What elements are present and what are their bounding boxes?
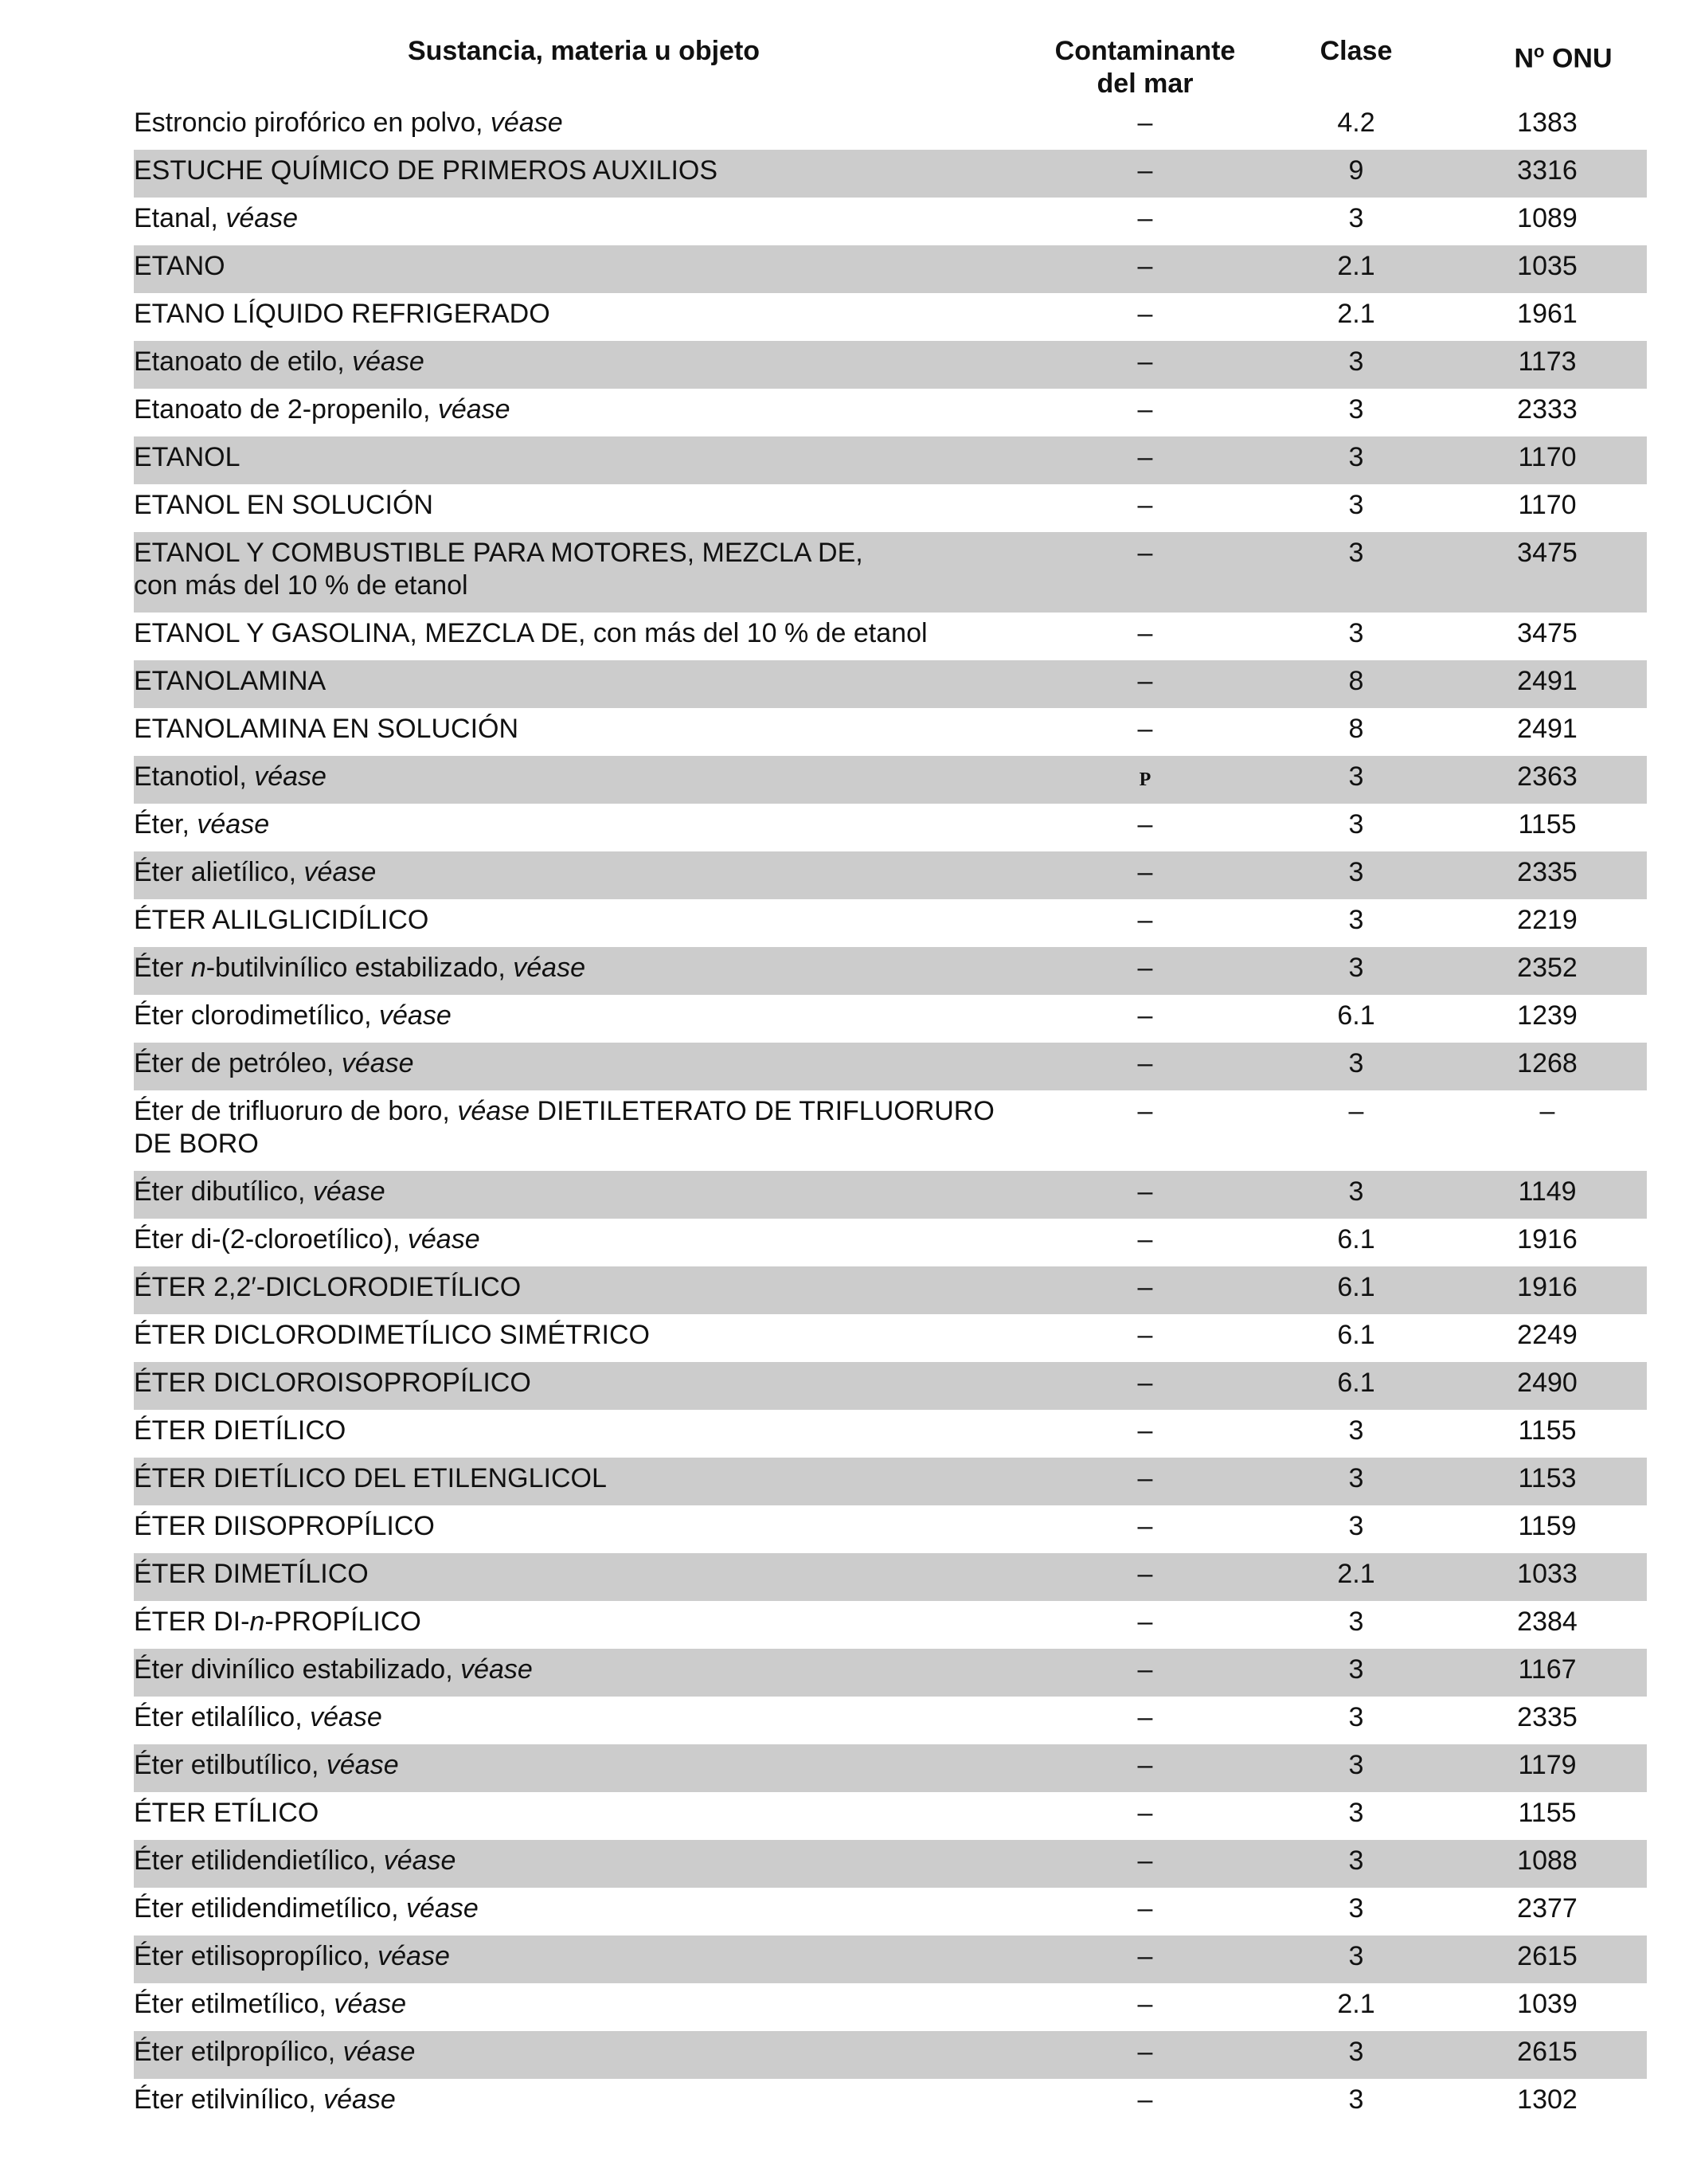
marine-pollutant-cell: – (1137, 1272, 1153, 1302)
class-cell: 8 (1348, 666, 1364, 696)
substance-text: Éter de petróleo, (134, 1048, 342, 1078)
substance-cell (134, 389, 1026, 426)
un-number-cell: 1149 (1518, 1176, 1577, 1207)
table-row (134, 804, 1647, 851)
substance-italic-text: véase (406, 1893, 479, 1924)
un-number-cell: 1302 (1517, 2084, 1578, 2115)
un-number-cell: 2384 (1517, 1607, 1578, 1637)
table-row (134, 389, 1647, 436)
substance-italic-text: véase (326, 1750, 399, 1780)
substance-italic-text: véase (513, 953, 585, 983)
un-number-cell: 1170 (1518, 490, 1577, 520)
substance-text: Éter, (134, 809, 197, 840)
class-cell: 3 (1348, 953, 1364, 983)
un-number-cell: 1179 (1518, 1750, 1577, 1780)
substance-text: DE BORO (134, 1129, 259, 1159)
substance-cell (134, 1649, 1026, 1686)
substance-text: Éter alietílico, (134, 857, 304, 887)
substance-text: Éter de trifluoruro de boro, (134, 1096, 458, 1126)
substance-text: Etanotiol, (134, 761, 255, 792)
marine-pollutant-cell: – (1137, 1941, 1153, 1971)
substance-text: ÉTER DIMETÍLICO (134, 1559, 369, 1589)
table-row (134, 995, 1647, 1043)
substance-cell (134, 613, 1026, 650)
table-row (134, 2079, 1647, 2127)
class-cell: 3 (1348, 1607, 1364, 1637)
un-number-cell: 2219 (1517, 905, 1578, 935)
marine-pollutant-mark: P (1139, 769, 1151, 790)
substance-cell (134, 660, 1026, 698)
marine-pollutant-cell: – (1137, 1559, 1153, 1589)
substance-cell (134, 1792, 1026, 1830)
substance-text: ETANO LÍQUIDO REFRIGERADO (134, 299, 550, 329)
substance-italic-text: véase (334, 1989, 407, 2019)
table-row (134, 1888, 1647, 1935)
substance-cell (134, 484, 1026, 522)
table-row (134, 1983, 1647, 2031)
substance-text: -butilvinílico estabilizado, (205, 953, 514, 983)
substance-text: Éter di-(2-cloroetílico), (134, 1224, 408, 1254)
substance-italic-text: véase (342, 2037, 416, 2067)
table-row (134, 1171, 1647, 1219)
un-number-cell: 2377 (1517, 1893, 1578, 1924)
substance-cell (134, 947, 1026, 984)
table-row (134, 947, 1647, 995)
table-row (134, 1043, 1647, 1090)
class-cell: 6.1 (1337, 1272, 1375, 1302)
substance-text: Éter etilvinílico, (134, 2084, 324, 2115)
substance-italic-text: véase (490, 108, 563, 138)
marine-pollutant-cell: – (1137, 2084, 1153, 2115)
un-number-cell: – (1539, 1096, 1555, 1126)
un-number-cell: 1173 (1518, 346, 1577, 377)
table-row (134, 1601, 1647, 1649)
class-cell: 3 (1348, 1654, 1364, 1685)
table-row (134, 1792, 1647, 1840)
table-header (134, 35, 1647, 102)
substance-italic-text: véase (383, 1845, 456, 1876)
marine-pollutant-cell: – (1137, 1607, 1153, 1637)
substance-italic-text: véase (379, 1000, 452, 1031)
substance-text: Éter clorodimetílico, (134, 1000, 379, 1031)
substance-text: ÉTER DI- (134, 1607, 250, 1637)
un-number-cell: 2490 (1517, 1368, 1578, 1398)
substance-text: Éter etilalílico, (134, 1702, 311, 1732)
class-cell: – (1348, 1096, 1364, 1126)
table-row (134, 293, 1647, 341)
substance-text: ÉTER DIETÍLICO (134, 1415, 346, 1446)
class-cell: 3 (1348, 905, 1364, 935)
un-number-cell: 1033 (1517, 1559, 1578, 1589)
class-cell: 2.1 (1337, 251, 1375, 281)
substance-cell (134, 1935, 1026, 1973)
table-row (134, 1553, 1647, 1601)
table-row (134, 102, 1647, 150)
substance-cell (134, 1314, 1026, 1352)
substance-text: ÉTER ALILGLICIDÍLICO (134, 905, 429, 935)
substance-text: Etanoato de 2-propenilo, (134, 394, 438, 425)
table-row (134, 436, 1647, 484)
marine-pollutant-cell: – (1137, 203, 1153, 233)
table-row (134, 851, 1647, 899)
substance-text: ÉTER DIETÍLICO DEL ETILENGLICOL (134, 1463, 607, 1493)
substance-text: Éter (134, 953, 191, 983)
substance-cell (134, 899, 1026, 937)
class-cell: 3 (1348, 394, 1364, 425)
un-number-cell: 1383 (1517, 108, 1578, 138)
class-cell: 3 (1348, 1511, 1364, 1541)
un-number-cell: 1089 (1517, 203, 1578, 233)
class-cell: 4.2 (1337, 108, 1375, 138)
substance-italic-text: véase (460, 1654, 533, 1685)
substance-text: ETANOLAMINA (134, 666, 326, 696)
class-cell: 3 (1348, 1176, 1364, 1207)
table-row (134, 756, 1647, 804)
table-row (134, 484, 1647, 532)
un-number-cell: 3475 (1517, 618, 1578, 648)
class-cell: 3 (1348, 1845, 1364, 1876)
substance-cell (134, 1744, 1026, 1782)
table-body (134, 102, 1647, 2127)
header-marine-pollutant-line1: Contaminante (1054, 36, 1236, 66)
substance-text: Éter dibutílico, (134, 1176, 313, 1207)
class-cell: 3 (1348, 2037, 1364, 2067)
substance-text: con más del 10 % de etanol (134, 570, 468, 601)
class-cell: 6.1 (1337, 1320, 1375, 1350)
marine-pollutant-cell: – (1137, 1368, 1153, 1398)
table-row (134, 1840, 1647, 1888)
table-row (134, 613, 1647, 660)
substance-cell (134, 1090, 1026, 1160)
substance-text: Éter etilidendietílico, (134, 1845, 384, 1876)
marine-pollutant-cell: – (1137, 1511, 1153, 1541)
substance-cell (134, 1983, 1026, 2021)
un-number-cell: 2615 (1517, 2037, 1578, 2067)
marine-pollutant-cell: – (1137, 857, 1153, 887)
class-cell: 2.1 (1337, 1559, 1375, 1589)
table-row (134, 1458, 1647, 1505)
substance-italic-text: véase (341, 1048, 414, 1078)
substance-text: DIETILETERATO DE TRIFLUORURO (530, 1096, 995, 1126)
un-number-cell: 1039 (1517, 1989, 1578, 2019)
class-cell: 2.1 (1337, 1989, 1375, 2019)
marine-pollutant-cell: – (1137, 1463, 1153, 1493)
substance-cell (134, 1410, 1026, 1447)
table-row (134, 2031, 1647, 2079)
substance-text: ESTUCHE QUÍMICO DE PRIMEROS AUXILIOS (134, 155, 718, 186)
table-row (134, 899, 1647, 947)
class-cell: 8 (1348, 714, 1364, 744)
un-number-cell: 2491 (1517, 714, 1578, 744)
class-cell: 3 (1348, 1941, 1364, 1971)
substance-cell (134, 995, 1026, 1032)
un-number-cell: 2249 (1517, 1320, 1578, 1350)
marine-pollutant-cell: – (1137, 442, 1153, 472)
substance-text: Éter etilpropílico, (134, 2037, 343, 2067)
substance-text: ETANOLAMINA EN SOLUCIÓN (134, 714, 519, 744)
substance-cell (134, 708, 1026, 746)
substance-text: ETANO (134, 251, 225, 281)
substance-cell (134, 1171, 1026, 1208)
substance-cell (134, 2031, 1026, 2069)
header-class: Clase (1320, 36, 1393, 66)
class-cell: 3 (1348, 1048, 1364, 1078)
table-row (134, 1649, 1647, 1697)
marine-pollutant-cell: – (1137, 1702, 1153, 1732)
un-number-cell: 1155 (1518, 1415, 1577, 1446)
header-substance: Sustancia, materia u objeto (407, 36, 760, 66)
marine-pollutant-cell: – (1137, 905, 1153, 935)
substance-text: ETANOL Y GASOLINA, MEZCLA DE, con más del 10 % de etanol (134, 618, 928, 648)
substance-text: Etanoato de etilo, (134, 346, 353, 377)
substance-cell (134, 1458, 1026, 1495)
substance-cell (134, 756, 1026, 793)
substance-italic-text: n (190, 953, 206, 983)
substance-text: Éter etilidendimetílico, (134, 1893, 407, 1924)
substance-italic-text: véase (303, 857, 377, 887)
un-number-cell: 1159 (1518, 1511, 1577, 1541)
marine-pollutant-cell: – (1137, 953, 1153, 983)
substance-cell (134, 245, 1026, 283)
class-cell: 3 (1348, 857, 1364, 887)
substance-cell (134, 1840, 1026, 1877)
un-number-cell: 1153 (1518, 1463, 1577, 1493)
table-row (134, 1410, 1647, 1458)
un-number-cell: 2352 (1517, 953, 1578, 983)
marine-pollutant-cell: – (1137, 346, 1153, 377)
table-row (134, 245, 1647, 293)
substance-text: ETANOL Y COMBUSTIBLE PARA MOTORES, MEZCLA DE, (134, 538, 863, 568)
un-number-cell: 3475 (1517, 538, 1578, 568)
substance-italic-text: véase (254, 761, 326, 792)
substance-cell (134, 150, 1026, 187)
header-marine-pollutant-line2: del mar (1097, 68, 1194, 99)
class-cell: 3 (1348, 490, 1364, 520)
marine-pollutant-cell: – (1137, 1798, 1153, 1828)
un-number-cell: 1155 (1518, 1798, 1577, 1828)
un-number-cell: 1239 (1517, 1000, 1578, 1031)
class-cell: 3 (1348, 1463, 1364, 1493)
substance-cell (134, 1553, 1026, 1591)
table-row (134, 1362, 1647, 1410)
marine-pollutant-cell: – (1137, 1320, 1153, 1350)
un-number-cell: 1268 (1517, 1048, 1578, 1078)
marine-pollutant-cell: – (1137, 490, 1153, 520)
header-un-number (1472, 35, 1655, 75)
class-cell: 3 (1348, 1702, 1364, 1732)
substance-text: Éter etilisopropílico, (134, 1941, 378, 1971)
marine-pollutant-cell: – (1137, 1000, 1153, 1031)
marine-pollutant-cell: – (1137, 1415, 1153, 1446)
un-number-cell: 1916 (1517, 1224, 1578, 1254)
marine-pollutant-cell: – (1137, 809, 1153, 840)
substance-italic-text: véase (437, 394, 510, 425)
substance-italic-text: véase (225, 203, 299, 233)
header-marine-pollutant (1026, 35, 1265, 100)
substance-cell (134, 1697, 1026, 1734)
marine-pollutant-cell: – (1137, 666, 1153, 696)
class-cell: 3 (1348, 346, 1364, 377)
substance-italic-text: véase (312, 1176, 385, 1207)
un-number-cell: 1170 (1518, 442, 1577, 472)
substance-cell (134, 1888, 1026, 1925)
class-cell: 3 (1348, 1750, 1364, 1780)
class-cell: 6.1 (1337, 1368, 1375, 1398)
table-row (134, 1090, 1647, 1171)
marine-pollutant-cell: – (1137, 155, 1153, 186)
class-cell: 2.1 (1337, 299, 1375, 329)
marine-pollutant-cell: – (1137, 1893, 1153, 1924)
substance-text: Éter etilbutílico, (134, 1750, 326, 1780)
marine-pollutant-cell: – (1137, 1750, 1153, 1780)
marine-pollutant-cell: – (1137, 1845, 1153, 1876)
header-un-prefix: N (1514, 43, 1535, 74)
marine-pollutant-cell: – (1137, 1989, 1153, 2019)
table-row (134, 1266, 1647, 1314)
marine-pollutant-cell: – (1137, 1048, 1153, 1078)
un-number-cell: 2335 (1517, 1702, 1578, 1732)
table-row (134, 1505, 1647, 1553)
marine-pollutant-cell: – (1137, 538, 1153, 568)
class-cell: 3 (1348, 203, 1364, 233)
table-row (134, 1314, 1647, 1362)
substance-italic-text: n (249, 1607, 265, 1637)
un-number-cell: 1916 (1517, 1272, 1578, 1302)
substance-cell (134, 851, 1026, 889)
substance-italic-text: véase (310, 1702, 382, 1732)
substance-text: ÉTER DIISOPROPÍLICO (134, 1511, 435, 1541)
un-number-cell: 1155 (1518, 809, 1577, 840)
substance-italic-text: véase (407, 1224, 480, 1254)
substance-text: ETANOL (134, 442, 240, 472)
un-number-cell: 2491 (1517, 666, 1578, 696)
class-cell: 3 (1348, 2084, 1364, 2115)
substance-italic-text: véase (457, 1096, 530, 1126)
marine-pollutant-cell (1026, 756, 1265, 796)
class-cell: 3 (1348, 761, 1364, 792)
class-cell: 3 (1348, 618, 1364, 648)
marine-pollutant-cell: – (1137, 714, 1153, 744)
table-row (134, 1219, 1647, 1266)
substance-italic-text: véase (377, 1941, 450, 1971)
un-number-cell: 1167 (1518, 1654, 1577, 1685)
table-row (134, 341, 1647, 389)
marine-pollutant-cell: – (1137, 2037, 1153, 2067)
substance-cell (134, 1601, 1026, 1638)
substance-text: Estroncio pirofórico en polvo, (134, 108, 491, 138)
substance-text: Éter etilmetílico, (134, 1989, 334, 2019)
table-row (134, 660, 1647, 708)
header-un-sup: o (1534, 41, 1545, 61)
substance-cell (134, 2079, 1026, 2116)
table-row (134, 1935, 1647, 1983)
marine-pollutant-cell: – (1137, 1224, 1153, 1254)
class-cell: 3 (1348, 1415, 1364, 1446)
table-row (134, 1744, 1647, 1792)
table-row (134, 1697, 1647, 1744)
substance-cell (134, 804, 1026, 841)
substance-text: -PROPÍLICO (264, 1607, 421, 1637)
substance-cell (134, 1266, 1026, 1304)
substance-text: ÉTER DICLOROISOPROPÍLICO (134, 1368, 531, 1398)
un-number-cell: 2335 (1517, 857, 1578, 887)
un-number-cell: 3316 (1517, 155, 1578, 186)
class-cell: 9 (1348, 155, 1364, 186)
class-cell: 3 (1348, 1893, 1364, 1924)
substance-italic-text: véase (197, 809, 270, 840)
un-number-cell: 1035 (1517, 251, 1578, 281)
substance-cell (134, 532, 1026, 602)
marine-pollutant-cell: – (1137, 1176, 1153, 1207)
table-row (134, 198, 1647, 245)
substance-cell (134, 198, 1026, 235)
un-number-cell: 2363 (1517, 761, 1578, 792)
substance-cell (134, 1505, 1026, 1543)
substance-italic-text: véase (323, 2084, 396, 2115)
substance-text: ÉTER ETÍLICO (134, 1798, 319, 1828)
substance-cell (134, 1043, 1026, 1080)
class-cell: 3 (1348, 538, 1364, 568)
substance-cell (134, 1219, 1026, 1256)
un-number-cell: 2615 (1517, 1941, 1578, 1971)
marine-pollutant-cell: – (1137, 1096, 1153, 1126)
substance-text: ÉTER 2,2′-DICLORODIETÍLICO (134, 1272, 522, 1302)
marine-pollutant-cell: – (1137, 618, 1153, 648)
header-un-suffix: ONU (1544, 43, 1613, 74)
class-cell: 6.1 (1337, 1000, 1375, 1031)
substance-cell (134, 341, 1026, 378)
marine-pollutant-cell: – (1137, 251, 1153, 281)
substance-text: Etanal, (134, 203, 226, 233)
table-row (134, 150, 1647, 198)
marine-pollutant-cell: – (1137, 299, 1153, 329)
substance-text: Éter divinílico estabilizado, (134, 1654, 461, 1685)
class-cell: 3 (1348, 1798, 1364, 1828)
substance-cell (134, 102, 1026, 139)
class-cell: 3 (1348, 442, 1364, 472)
un-number-cell: 1961 (1517, 299, 1578, 329)
table-row (134, 708, 1647, 756)
substance-italic-text: véase (352, 346, 424, 377)
marine-pollutant-cell: – (1137, 394, 1153, 425)
substance-cell (134, 436, 1026, 474)
class-cell: 6.1 (1337, 1224, 1375, 1254)
substance-text: ETANOL EN SOLUCIÓN (134, 490, 433, 520)
marine-pollutant-cell: – (1137, 108, 1153, 138)
substance-cell (134, 1362, 1026, 1399)
marine-pollutant-cell: – (1137, 1654, 1153, 1685)
un-number-cell: 2333 (1517, 394, 1578, 425)
substance-text: ÉTER DICLORODIMETÍLICO SIMÉTRICO (134, 1320, 650, 1350)
dangerous-goods-index-page (134, 35, 1647, 2127)
table-row (134, 532, 1647, 613)
substance-cell (134, 293, 1026, 331)
un-number-cell: 1088 (1517, 1845, 1578, 1876)
class-cell: 3 (1348, 809, 1364, 840)
